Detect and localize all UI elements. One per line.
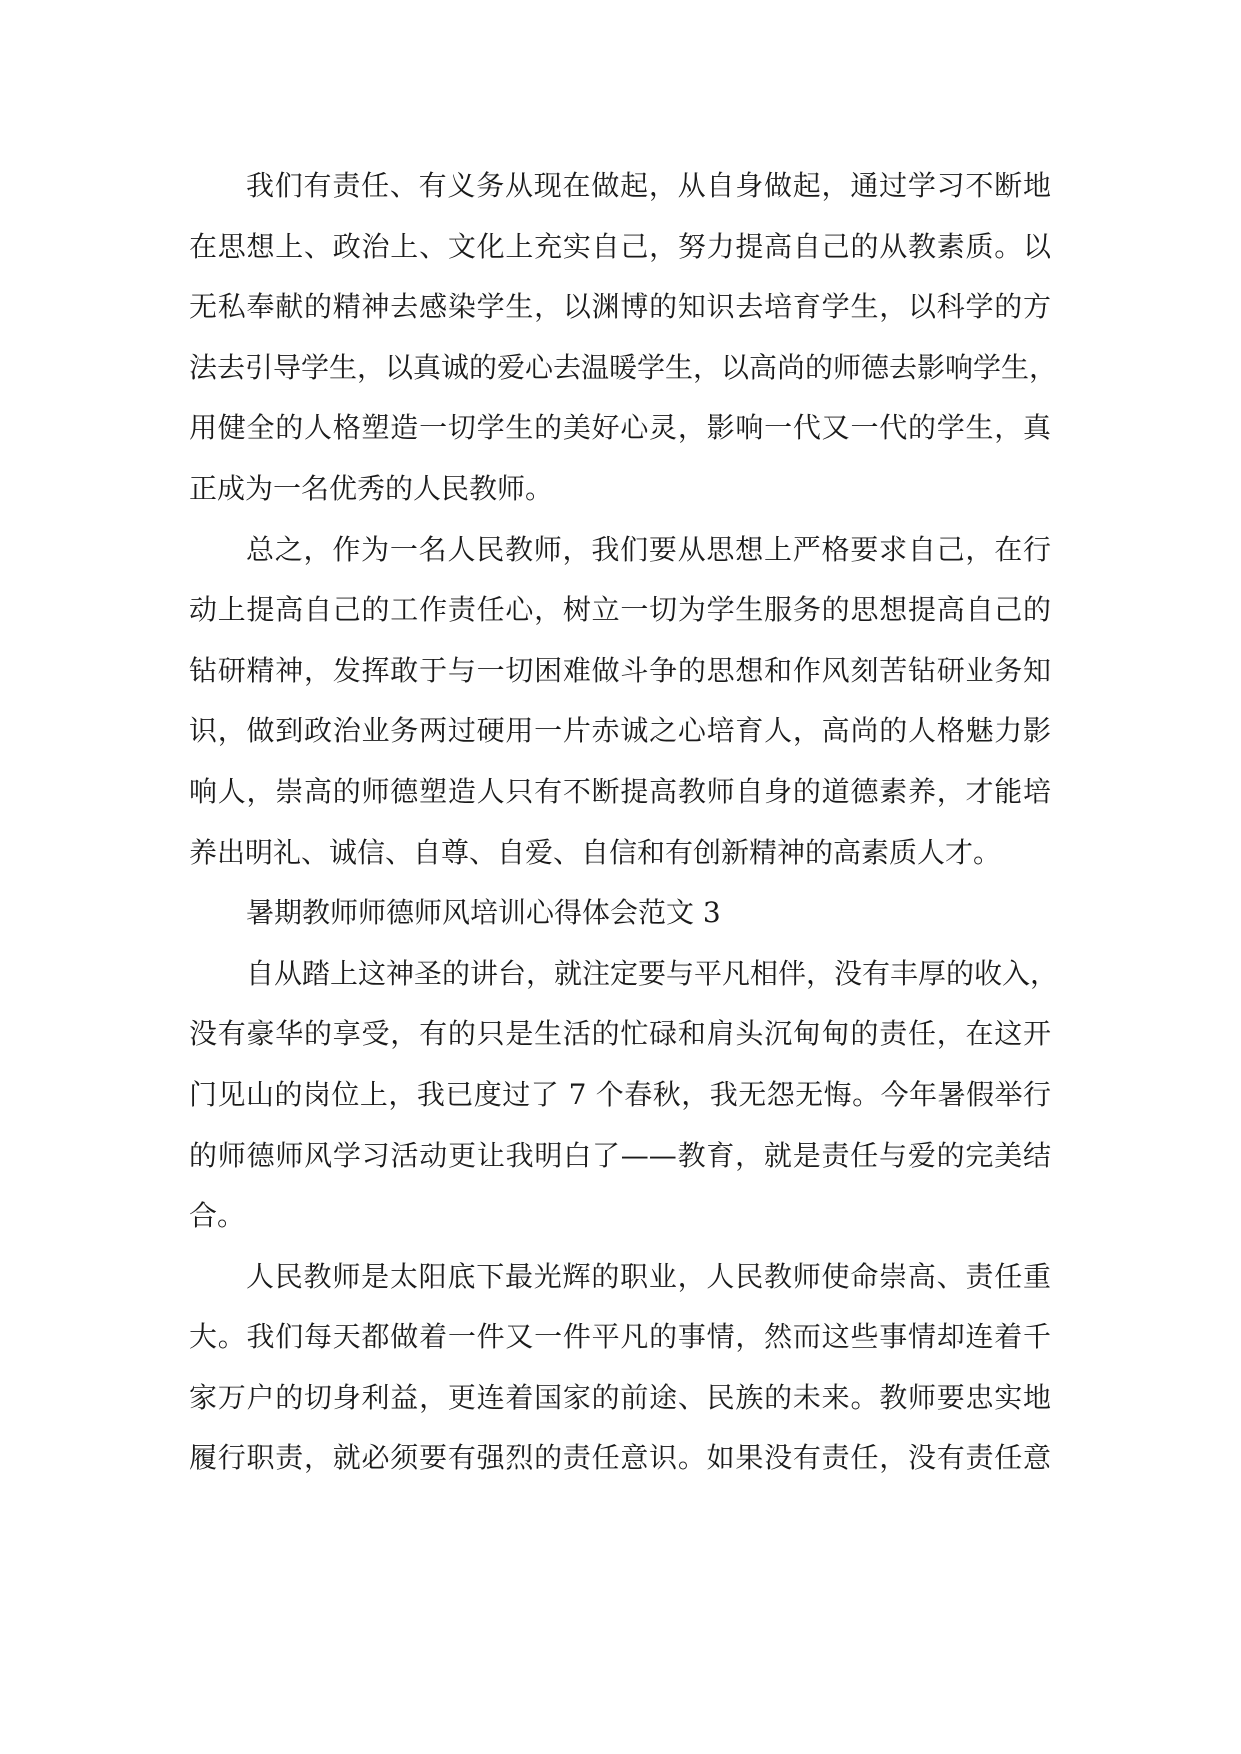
text-line: 响人，崇高的师德塑造人只有不断提高教师自身的道德素养，才能培: [189, 774, 1051, 808]
text-line: 的师德师风学习活动更让我明白了——教育，就是责任与爱的完美结: [189, 1138, 1051, 1172]
text-line: 履行职责，就必须要有强烈的责任意识。如果没有责任，没有责任意: [189, 1441, 1051, 1475]
text-line: 正成为一名优秀的人民教师。: [189, 471, 554, 505]
text-line: 门见山的岗位上，我已度过了 7 个春秋，我无怨无悔。今年暑假举行: [189, 1077, 1051, 1111]
paragraph-first-line: 人民教师是太阳底下最光辉的职业，人民教师使命崇高、责任重: [246, 1259, 1051, 1293]
paragraph-first-line: 我们有责任、有义务从现在做起，从自身做起，通过学习不断地: [246, 169, 1051, 202]
document-body: [189, 156, 1059, 1489]
text-line: 动上提高自己的工作责任心，树立一切为学生服务的思想提高自己的: [189, 593, 1051, 627]
text-line: 识，做到政治业务两过硬用一片赤诚之心培育人，高尚的人格魅力影: [189, 714, 1051, 748]
text-line: 家万户的切身利益，更连着国家的前途、民族的未来。教师要忠实地: [189, 1380, 1051, 1414]
text-line: 合。: [189, 1199, 246, 1233]
text-line: 在思想上、政治上、文化上充实自己，努力提高自己的从教素质。以: [189, 229, 1051, 263]
text-line: 养出明礼、诚信、自尊、自爱、自信和有创新精神的高素质人才。: [189, 835, 1002, 869]
text-line: 大。我们每天都做着一件又一件平凡的事情，然而这些事情却连着千: [189, 1320, 1051, 1354]
text-line: 法去引导学生，以真诚的爱心去温暖学生，以高尚的师德去影响学生，: [189, 350, 1058, 384]
text-line: 钻研精神，发挥敢于与一切困难做斗争的思想和作风刻苦钻研业务知: [189, 653, 1051, 687]
text-line: 无私奉献的精神去感染学生，以渊博的知识去培育学生，以科学的方: [189, 290, 1051, 324]
text-line: 用健全的人格塑造一切学生的美好心灵，影响一代又一代的学生，真: [189, 411, 1051, 445]
paragraph-first-line: 暑期教师师德师风培训心得体会范文 3: [246, 896, 721, 930]
text-line: 没有豪华的享受，有的只是生活的忙碌和肩头沉甸甸的责任，在这开: [189, 1017, 1051, 1051]
paragraph-first-line: 自从踏上这神圣的讲台，就注定要与平凡相伴，没有丰厚的收入，: [246, 956, 1059, 990]
paragraph-first-line: 总之，作为一名人民教师，我们要从思想上严格要求自己，在行: [246, 532, 1051, 566]
